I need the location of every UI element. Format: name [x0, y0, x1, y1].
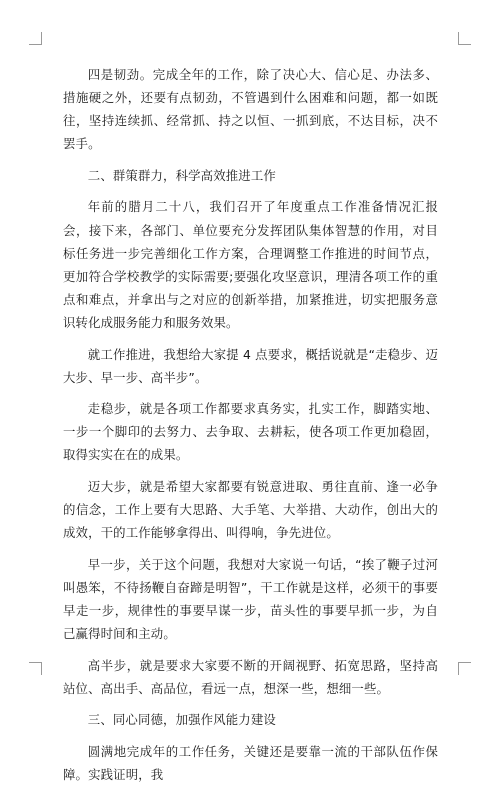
paragraph-cadre-team: 圆满地完成年的工作任务，关键还是要靠一流的干部队伍作保障。实践证明，我 — [63, 743, 438, 783]
paragraph-four-requirements: 就工作推进，我想给大家提 4 点要求，概括说就是“走稳步、迈大步、早一步、高半步”。 — [63, 346, 438, 385]
document-body — [63, 63, 438, 795]
paragraph-tenacity: 四是韧劲。完成全年的工作，除了决心大、信心足、办法多、措施硬之外，还要有点韧劲，不管遇到什么困难和问题，都一如既往，坚持连续抓、经常抓、持之以恒、一抓到底，不达目标，决不罢手。 — [63, 67, 438, 152]
crop-mark-top-right — [458, 32, 471, 45]
paragraph-steady-step: 走稳步，就是各项工作都要求真务实，扎实工作，脚踏实地、一步一个脚印的去努力、去争取、去耕耘，使各项工作更加稳固，取得实实在在的成果。 — [63, 401, 438, 463]
section-heading-3: 三、同心同德，加强作风能力建设 — [87, 712, 276, 728]
paragraph-early-step: 早一步，关于这个问题，我想对大家说一句话，“挨了鞭子过河叫愚笨，不待扬鞭自奋蹄是明智”，干工作就是这样，必须干的事要早走一步，规律性的事要早谋一步，苗头性的事要早抓一步，为自己赢得时间和主动。 — [63, 556, 438, 642]
paragraph-half-step-higher: 高半步，就是要求大家要不断的开阔视野、拓宽思路，坚持高站位、高出手、高品位，看远一点，想深一些，想细一些。 — [63, 657, 438, 696]
paragraph-big-step: 迈大步，就是希望大家都要有锐意进取、勇往直前、逢一必争的信念，工作上要有大思路、大手笔、大举措、大动作，创出大的成效，干的工作能够拿得出、叫得响，争先进位。 — [63, 479, 438, 541]
crop-mark-bottom-left — [29, 662, 42, 675]
section-heading-2: 二、群策群力，科学高效推进工作 — [87, 167, 276, 183]
crop-mark-top-left — [29, 32, 42, 45]
crop-mark-bottom-right — [458, 662, 471, 675]
paragraph-meeting: 年前的腊月二十八，我们召开了年度重点工作准备情况汇报会，接下来，各部门、单位要充分发挥团队集体智慧的作用，对目标任务进一步完善细化工作方案，合理调整工作推进的时间节点，更加符合学校教学的实际需要;要强化攻坚意识，理清各项工作的重点和难点，并拿出与之对应的创新举措，加紧推进，切实把服务意识转化成服务能力和服务效果。 — [63, 199, 438, 330]
